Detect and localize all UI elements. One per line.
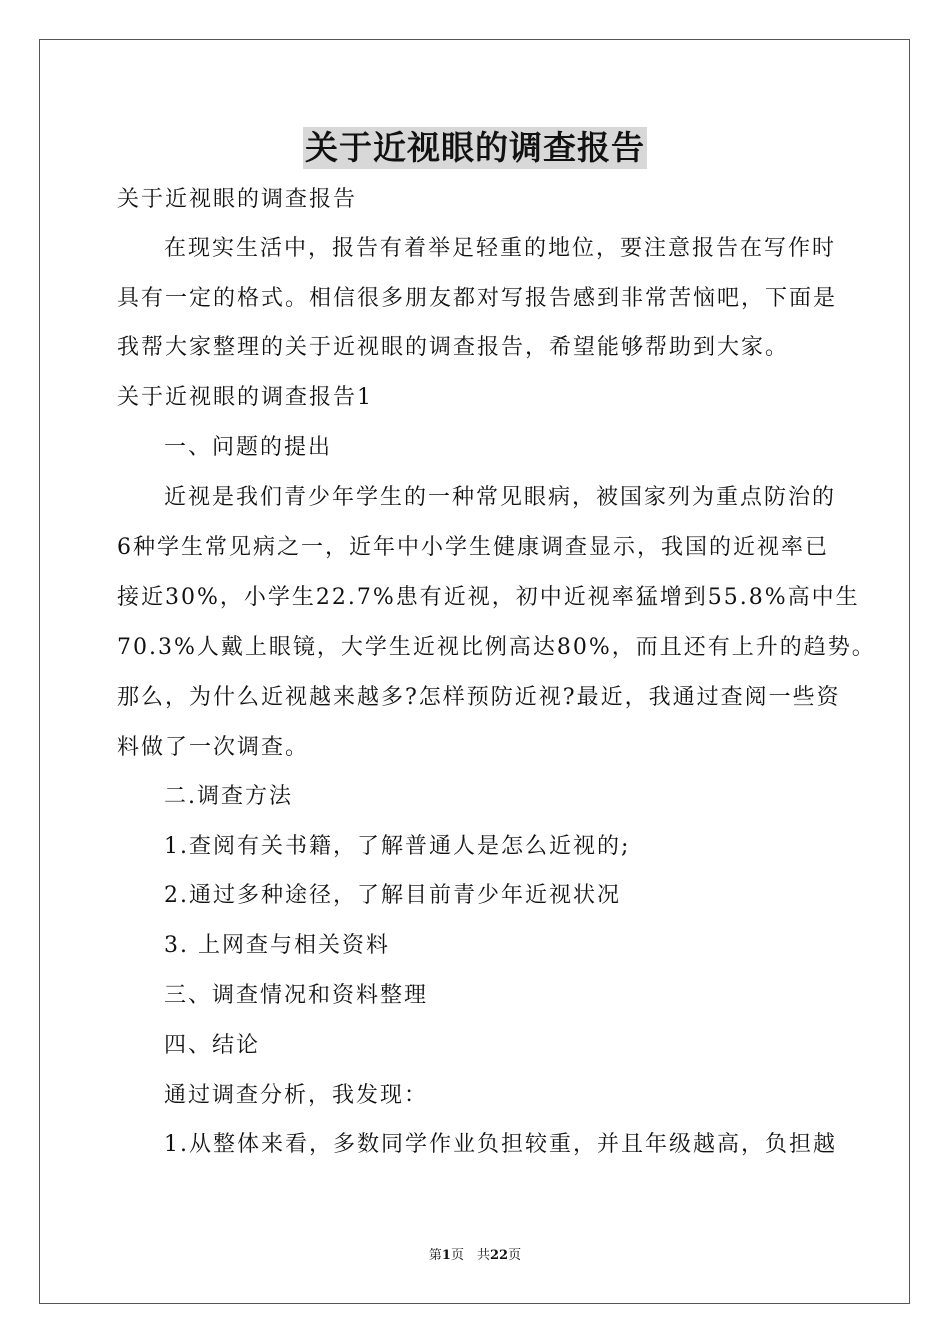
section-heading: 关于近视眼的调查报告1 bbox=[117, 385, 373, 410]
list-item: 3. 上网查与相关资料 bbox=[164, 933, 390, 958]
list-item: 1.从整体来看，多数同学作业负担较重，并且年级越高，负担越 bbox=[164, 1132, 837, 1157]
footer-page-prefix: 第 bbox=[428, 1248, 442, 1263]
document-title: 关于近视眼的调查报告 bbox=[305, 128, 645, 167]
list-item: 1.查阅有关书籍，了解普通人是怎么近视的; bbox=[164, 834, 631, 859]
paragraph-line: 近视是我们青少年学生的一种常见眼病，被国家列为重点防治的 bbox=[164, 485, 837, 510]
section-heading: 三、调查情况和资料整理 bbox=[164, 983, 429, 1008]
paragraph-line: 料做了一次调查。 bbox=[117, 735, 310, 760]
paragraph-line: 那么，为什么近视越来越多?怎样预防近视?最近，我通过查阅一些资 bbox=[117, 685, 841, 710]
page-footer bbox=[0, 1247, 950, 1265]
footer-page-current: 1 bbox=[441, 1248, 451, 1263]
section-heading: 四、结论 bbox=[164, 1033, 261, 1058]
section-heading: 二.调查方法 bbox=[164, 784, 293, 809]
paragraph-line: 在现实生活中，报告有着举足轻重的地位，要注意报告在写作时 bbox=[164, 236, 837, 261]
subtitle-line: 关于近视眼的调查报告 bbox=[117, 187, 358, 212]
page-border bbox=[39, 39, 910, 1304]
paragraph-line: 70.3%人戴上眼镜，大学生近视比例高达80%，而且还有上升的趋势。 bbox=[117, 635, 876, 660]
paragraph-line: 通过调查分析，我发现： bbox=[164, 1083, 429, 1108]
paragraph-line: 6种学生常见病之一，近年中小学生健康调查显示，我国的近视率已 bbox=[117, 535, 829, 560]
paragraph-line: 接近30%，小学生22.7%患有近视，初中近视率猛增到55.8%高中生 bbox=[117, 585, 860, 610]
paragraph-line: 具有一定的格式。相信很多朋友都对写报告感到非常苦恼吧，下面是 bbox=[117, 286, 838, 311]
list-item: 2.通过多种途径，了解目前青少年近视状况 bbox=[164, 883, 621, 908]
footer-page-mid: 页 共 bbox=[450, 1248, 490, 1263]
footer-page-total: 22 bbox=[489, 1248, 509, 1263]
paragraph-line: 我帮大家整理的关于近视眼的调查报告，希望能够帮助到大家。 bbox=[117, 335, 790, 360]
title-container bbox=[0, 127, 950, 169]
footer-page-suffix: 页 bbox=[508, 1248, 522, 1263]
section-heading: 一、问题的提出 bbox=[164, 435, 333, 460]
